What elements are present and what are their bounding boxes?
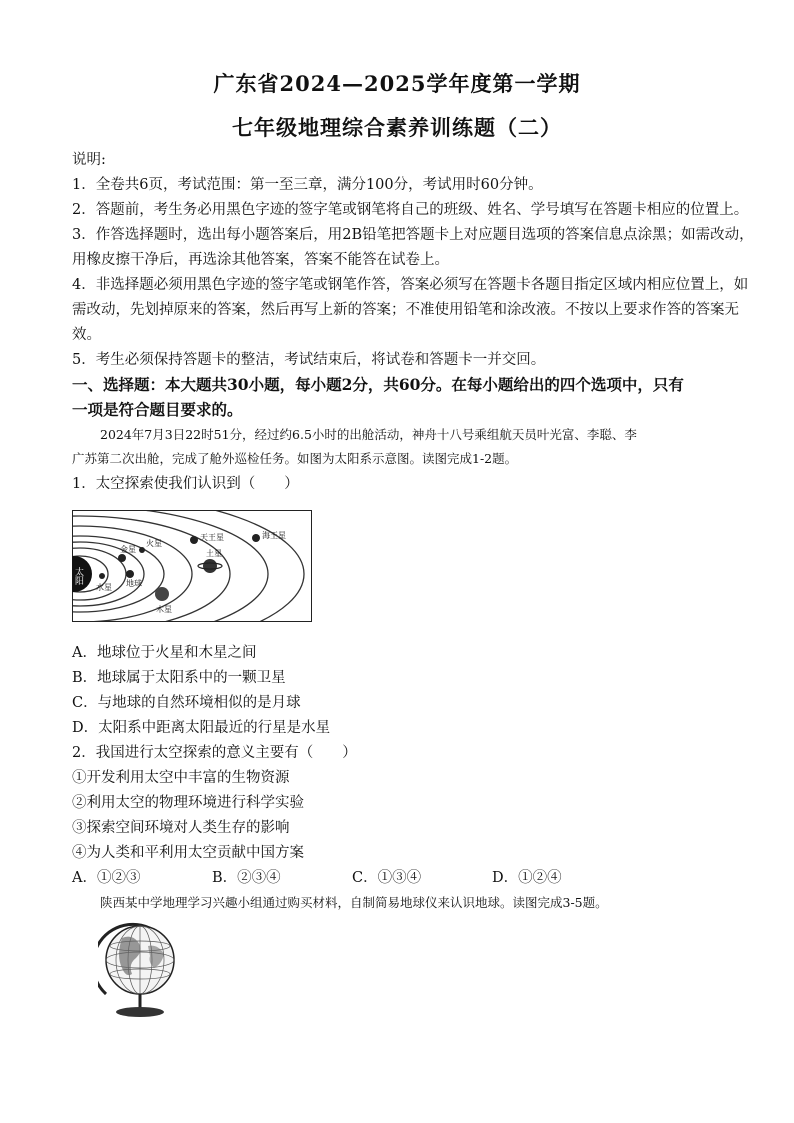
instruction-item: 2．答题前，考生务必用黑色字迹的签字笔或钢笔将自己的班级、姓名、学号填写在答题卡相应的位置上。 [72,202,749,218]
jupiter-shape [155,587,169,601]
passage-text: 广苏第二次出舱，完成了舱外巡检任务。如图为太阳系示意图。读图完成1-2题。 [72,451,518,466]
earth-label: 地球 [126,579,142,588]
globe-figure [98,916,184,1020]
instruction-item: 4．非选择题必须用黑色字迹的签字笔或钢笔作答，答案必须写在答题卡各题目指定区域内相应位置上，如 [72,277,749,293]
question-2-option: B．②③④ [212,870,281,886]
question-1-stem: 1．太空探索使我们认识到（ ） [72,476,299,492]
exam-subtitle: 七年级地理综合素养训练题（二） [232,115,562,140]
uranus-shape [190,536,198,544]
saturn-label: 土星 [206,549,222,558]
solar-system-figure [72,510,312,622]
venus-shape [118,554,126,562]
instruction-item: 用橡皮擦干净后，再选涂其他答案，答案不能答在试卷上。 [72,252,449,268]
mercury-shape [99,573,105,579]
question-2-option: A．①②③ [72,870,141,886]
instruction-item: 效。 [72,327,101,343]
mercury-label: 水星 [96,583,112,592]
question-1-option: C．与地球的自然环境相似的是月球 [72,695,301,711]
question-2-item: ①开发利用太空中丰富的生物资源 [72,770,290,786]
jupiter-label: 木星 [156,605,172,614]
uranus-label: 天王星 [200,533,224,542]
question-2-stem: 2．我国进行太空探索的意义主要有（ ） [72,745,357,761]
sun-label: 太阳 [73,567,83,585]
mars-shape [139,547,145,553]
question-2-option: C．①③④ [352,870,422,886]
question-2-item: ②利用太空的物理环境进行科学实验 [72,795,304,811]
question-1-option: B．地球属于太阳系中的一颗卫星 [72,670,286,686]
section-heading: 一、选择题：本大题共30小题，每小题2分，共60分。在每小题给出的四个选项中，只有 [72,375,684,394]
passage-text: 2024年7月3日22时51分，经过约6.5小时的出舱活动，神舟十八号乘组航天员叶光富、李聪、李 [100,427,637,442]
question-2-option: D．①②④ [492,870,562,886]
question-2-options [72,866,712,888]
instruction-item: 1．全卷共6页，考试范围：第一至三章，满分100分，考试用时60分钟。 [72,177,543,193]
instructions-heading: 说明: [72,152,106,168]
instruction-item: 需改动，先划掉原来的答案，然后再写上新的答案；不准使用铅笔和涂改液。不按以上要求作答的答案无 [72,302,739,318]
question-1-option: D．太阳系中距离太阳最近的行星是水星 [72,720,331,736]
exam-title: 广东省2024—2025学年度第一学期 [213,71,581,96]
question-1-option: A．地球位于火星和木星之间 [72,645,257,661]
instruction-item: 3．作答选择题时，选出每小题答案后，用2B铅笔把答题卡上对应题目选项的答案信息点涂黑；如需改动， [72,227,754,243]
neptune-label: 海王星 [262,531,286,540]
earth-shape [126,570,134,578]
saturn-shape [203,559,217,573]
mars-label: 火星 [146,539,162,548]
neptune-shape [252,534,260,542]
question-2-item: ③探索空间环境对人类生存的影响 [72,820,290,836]
section-heading-cont: 一项是符合题目要求的。 [72,400,243,419]
question-2-item: ④为人类和平利用太空贡献中国方案 [72,845,304,861]
instruction-item: 5．考生必须保持答题卡的整洁，考试结束后，将试卷和答题卡一并交回。 [72,352,546,368]
venus-label: 金星 [120,545,136,554]
passage-text: 陕西某中学地理学习兴趣小组通过购买材料，自制简易地球仪来认识地球。读图完成3-5题。 [100,895,608,910]
